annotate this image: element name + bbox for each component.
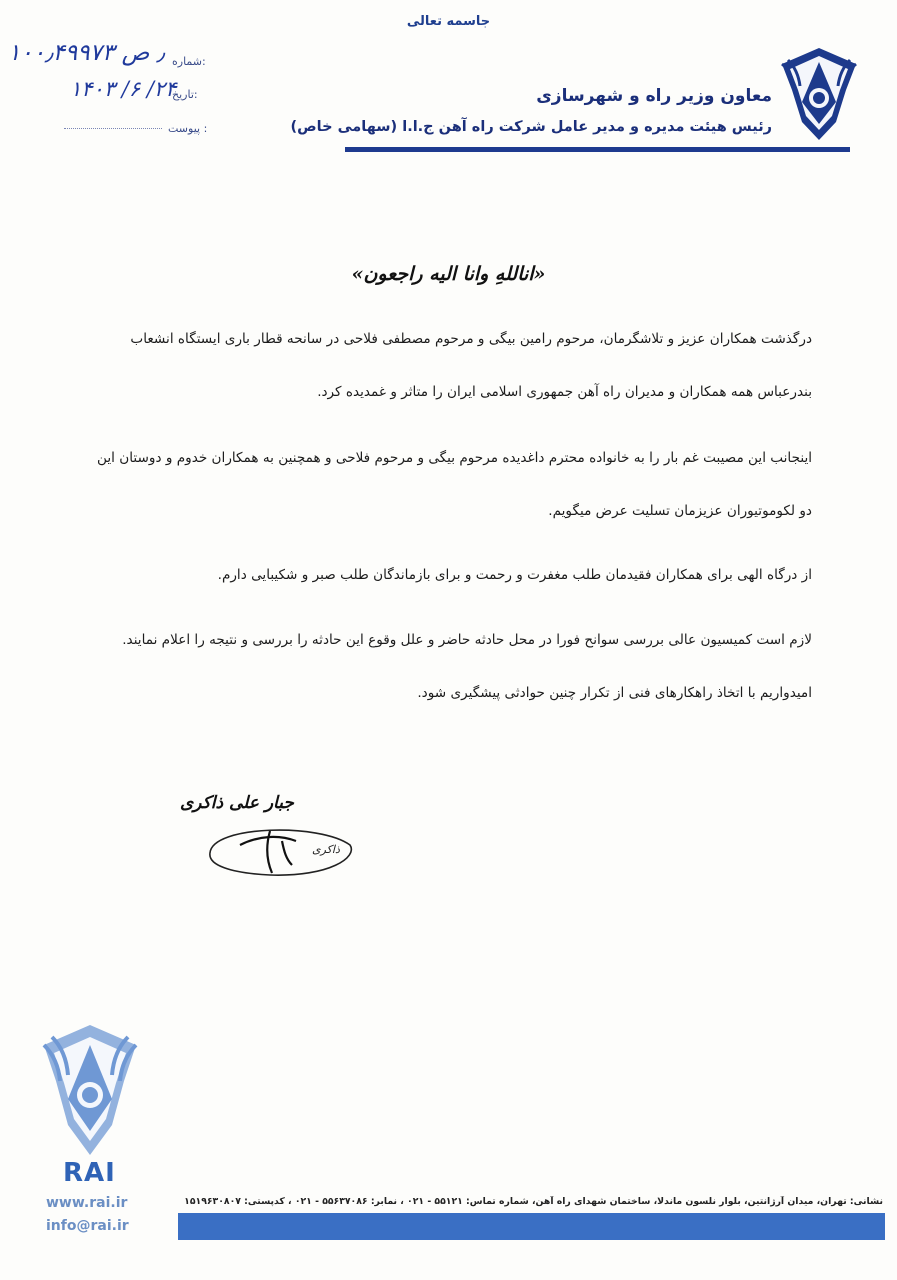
website-link[interactable]: www.rai.ir [46,1195,128,1211]
paragraph-2: اینجانب این مصیبت غم بار را به خانواده محترم داغدیده مرحوم بیگی و مرحوم فلاحی و همچنین به همکاران خدوم و دوستان این دو لکوموتیوران عزیزمان تسلیت عرض میگویم. [97,450,812,519]
email-link[interactable]: info@rai.ir [46,1218,129,1234]
sender-title: معاون وزیر راه و شهرسازی [536,86,772,106]
paragraph-3: از درگاه الهی برای همکاران فقیدمان طلب مغفرت و رحمت و برای بازماندگان طلب صبر و شکیبایی دارم. [217,567,812,583]
handwritten-signature [200,815,360,885]
paragraph-4: لازم است کمیسیون عالی بررسی سوانح فورا در محل حادثه حاضر و علل وقوع این حادثه را بررسی و نتیجه را اعلام نمایند. امیدواریم با اتخاذ راهکارهای فنی از تکرار چنین حوادثی پیشگیری شود. [122,632,812,701]
rai-watermark-logo-icon [38,1015,142,1165]
sender-subtitle: رئیس هیئت مدیره و مدیر عامل شرکت راه آهن ج.ا.ا (سهامی خاص) [290,119,772,135]
brand-name: RAI [63,1158,116,1188]
letter-number: ۱۰۰٫۴۹۹۷۳ ٫ ص [8,40,165,66]
footer-address: نشانی: تهران، میدان آرژانتین، بلوار نلسون ماندلا، ساختمان شهدای راه آهن، شماره تماس: ۵۵۱۲۱ - ۰۲۱ ، نمابر: ۵۵۶۳۷۰۸۶ - ۰۲۱ ، کدپستی: ۱۵۱۹۶۳۰۸۰۷ [184,1196,883,1207]
signature-handwritten-text: ذاکری [312,843,340,856]
number-label: شماره: [172,55,206,68]
paragraph-1: درگذشت همکاران عزیز و تلاشگرمان، مرحوم رامین بیگی و مرحوم مصطفی فلاحی در سانحه قطار باری ایستگاه انشعاب بندرعباس همه همکاران و مدیران راه آهن جمهوری اسلامی ایران را متاثر و غمدیده کرد. [130,331,812,400]
letter-heading: «اناللهِ وانا الیه راجعون» [351,263,546,285]
rai-winged-logo-icon [778,42,860,142]
footer-bar [178,1213,885,1240]
attachment-field [64,120,162,129]
header-divider [345,147,850,152]
bismillah-header: جاسمه تعالی [406,14,491,29]
date-label: تاریخ: [172,88,198,101]
signatory-name: جبار علی ذاکری [180,793,294,813]
letter-date: ۱۴۰۳ /۶ /۲۴ [70,77,177,101]
attachment-label: پیوست : [168,122,208,135]
